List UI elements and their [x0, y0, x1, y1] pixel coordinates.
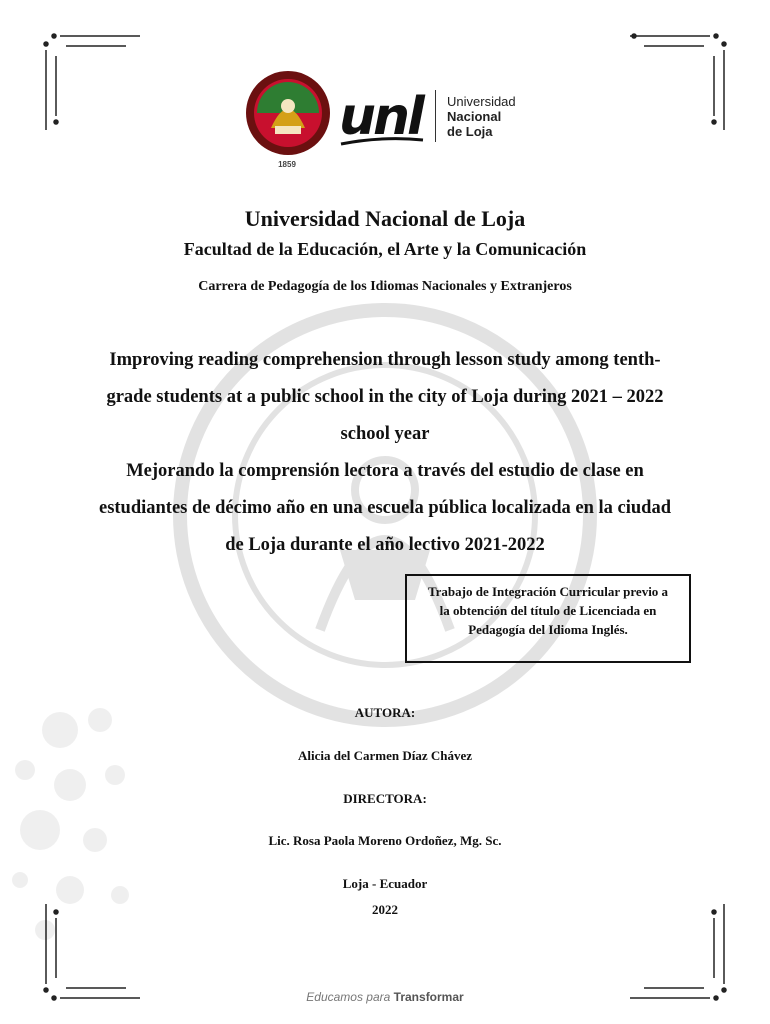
career-title: Carrera de Pedagogía de los Idiomas Nacionales y Extranjeros [198, 279, 572, 294]
logo-name-line2: Nacional [447, 109, 502, 124]
author-label: AUTORA: [354, 705, 416, 720]
university-seal-icon [245, 70, 331, 156]
degree-statement-box: Trabajo de Integración Curricular previo a la obtención del título de Licenciada en Pedagogía del Idioma Inglés. [405, 574, 691, 663]
corner-ornament-top-left [40, 30, 140, 130]
year: 2022 [372, 902, 398, 917]
director-name: Lic. Rosa Paola Moreno Ordoñez, Mg. Sc. [268, 833, 502, 848]
logo-name-line3: de Loja [447, 124, 493, 139]
footer-slogan-part1: Educamos para [306, 990, 391, 1004]
university-logo [245, 70, 545, 180]
thesis-title-english: Improving reading comprehension through lesson study among tenth-grade students at a public school in the city of Loja during 2021 – 2022 school year [106, 350, 664, 444]
university-name-logo [447, 94, 516, 139]
footer-slogan [270, 990, 500, 1004]
director-label: DIRECTORA: [343, 791, 427, 806]
logo-name-line1: Universidad [447, 94, 516, 109]
faculty-title: Facultad de la Educación, el Arte y la Comunicación [183, 239, 587, 259]
svg-text:unl: unl [339, 87, 422, 147]
place: Loja - Ecuador [342, 876, 428, 891]
author-name: Alicia del Carmen Díaz Chávez [297, 748, 473, 763]
unl-wordmark [337, 82, 427, 152]
logo-separator [435, 90, 436, 142]
corner-ornament-bottom-right [630, 904, 730, 1004]
seal-year: 1859 [278, 160, 296, 169]
corner-ornament-top-right [630, 30, 730, 130]
university-title: Universidad Nacional de Loja [244, 206, 526, 231]
footer-slogan-part2: Transformar [393, 990, 464, 1004]
thesis-title-spanish: Mejorando la comprensión lectora a través del estudio de clase en estudiantes de décimo año en una escuela pública localizada en la ciudad de Loja durante el año lectivo 2021-2022 [98, 461, 671, 555]
